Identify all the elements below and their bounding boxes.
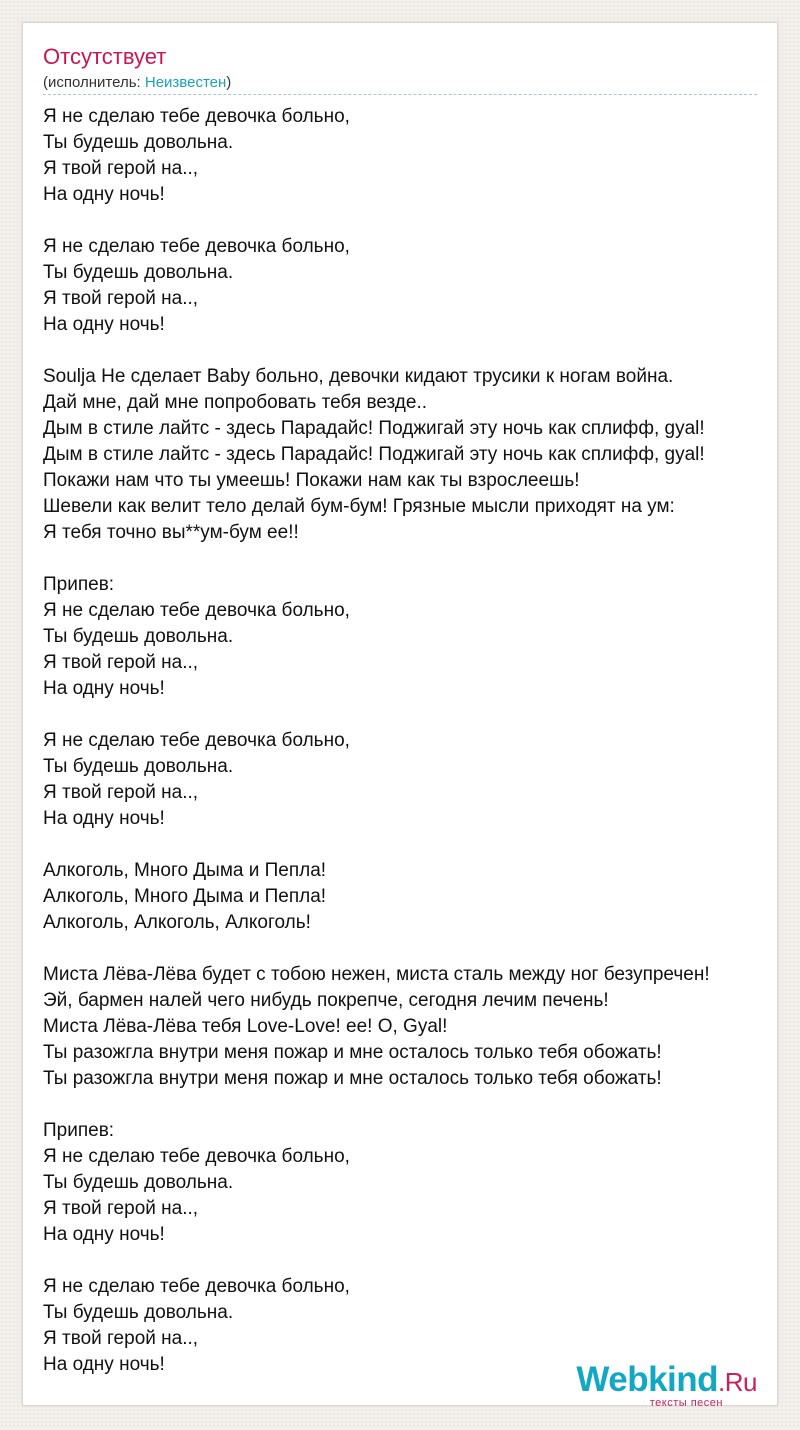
lyrics-line: Ты будешь довольна. — [43, 756, 234, 777]
lyrics-line: Я не сделаю тебе девочка больно, — [43, 106, 350, 127]
song-title: Отсутствует — [43, 44, 167, 69]
lyrics-line: На одну ночь! — [43, 1354, 165, 1375]
lyrics-line: Эй, бармен налей чего нибудь покрепче, сегодня лечим печень! — [43, 990, 609, 1011]
lyrics-line: Soulja Не сделает Baby больно, девочки кидают трусики к ногам война. — [43, 366, 674, 387]
lyrics-line: На одну ночь! — [43, 808, 165, 829]
artist-prefix: (исполнитель: — [43, 74, 145, 91]
lyrics-line: Ты разожгла внутри меня пожар и мне осталось только тебя обожать! — [43, 1068, 662, 1089]
logo-tagline: тексты песен — [649, 1397, 723, 1409]
lyrics-line: Ты будешь довольна. — [43, 1172, 234, 1193]
lyrics-line: Алкоголь, Алкоголь, Алкоголь! — [43, 912, 311, 933]
lyrics-line: Покажи нам что ты умеешь! Покажи нам как ты взрослеешь! — [43, 470, 580, 491]
artist-link[interactable]: Неизвестен — [144, 74, 227, 91]
lyrics-line: На одну ночь! — [43, 1224, 165, 1245]
lyrics-line: Шевели как велит тело делай бум-бум! Грязные мысли приходят на ум: — [43, 496, 675, 517]
lyrics-line: Я не сделаю тебе девочка больно, — [43, 236, 350, 257]
lyrics-line: Алкоголь, Много Дыма и Пепла! — [43, 860, 327, 881]
lyrics-line: Я твой герой на.., — [43, 782, 199, 803]
lyrics-line: Я не сделаю тебе девочка больно, — [43, 600, 350, 621]
lyrics-blank-line — [43, 1092, 773, 1118]
lyrics-text — [43, 104, 773, 1378]
lyrics-line: Припев: — [43, 574, 115, 595]
title-divider — [43, 94, 757, 95]
lyrics-line: На одну ночь! — [43, 184, 165, 205]
lyrics-line: Дым в стиле лайтс - здесь Парадайс! Поджигай эту ночь как сплифф, gyal! — [43, 444, 705, 465]
lyrics-blank-line — [43, 832, 773, 858]
lyrics-blank-line — [43, 338, 773, 364]
lyrics-line: Припев: — [43, 1120, 115, 1141]
lyrics-line: Я твой герой на.., — [43, 288, 199, 309]
lyrics-line: Ты будешь довольна. — [43, 262, 234, 283]
logo-name: Webkind — [576, 1360, 719, 1399]
lyrics-line: Ты будешь довольна. — [43, 132, 234, 153]
lyrics-blank-line — [43, 702, 773, 728]
site-logo[interactable] — [569, 1361, 769, 1407]
lyrics-line: Я твой герой на.., — [43, 652, 199, 673]
artist-line — [43, 73, 231, 93]
lyrics-line: Дай мне, дай мне попробовать тебя везде.. — [43, 392, 427, 413]
lyrics-line: Я не сделаю тебе девочка больно, — [43, 1276, 350, 1297]
artist-suffix: ) — [226, 74, 232, 91]
lyrics-line: На одну ночь! — [43, 314, 165, 335]
lyrics-line: Дым в стиле лайтс - здесь Парадайс! Поджигай эту ночь как сплифф, gyal! — [43, 418, 705, 439]
lyrics-blank-line — [43, 936, 773, 962]
lyrics-line: Я твой герой на.., — [43, 158, 199, 179]
lyrics-line: На одну ночь! — [43, 678, 165, 699]
lyrics-card — [22, 22, 778, 1409]
lyrics-line: Я твой герой на.., — [43, 1198, 199, 1219]
lyrics-line: Я не сделаю тебе девочка больно, — [43, 730, 350, 751]
lyrics-line: Я твой герой на.., — [43, 1328, 199, 1349]
lyrics-line: Алкоголь, Много Дыма и Пепла! — [43, 886, 327, 907]
lyrics-line: Я не сделаю тебе девочка больно, — [43, 1146, 350, 1167]
lyrics-blank-line — [43, 1248, 773, 1274]
lyrics-line: Ты будешь довольна. — [43, 626, 234, 647]
lyrics-line: Ты разожгла внутри меня пожар и мне осталось только тебя обожать! — [43, 1042, 662, 1063]
logo-wordmark — [576, 1361, 757, 1401]
lyrics-line: Миста Лёва-Лёва тебя Love-Love! ее! О, Gyal! — [43, 1016, 448, 1037]
lyrics-line: Я тебя точно вы**ум-бум ее!! — [43, 522, 299, 543]
lyrics-line: Миста Лёва-Лёва будет с тобою нежен, миста сталь между ног безупречен! — [43, 964, 710, 985]
lyrics-blank-line — [43, 546, 773, 572]
lyrics-line: Ты будешь довольна. — [43, 1302, 234, 1323]
lyrics-blank-line — [43, 208, 773, 234]
logo-tld: .Ru — [718, 1367, 757, 1397]
